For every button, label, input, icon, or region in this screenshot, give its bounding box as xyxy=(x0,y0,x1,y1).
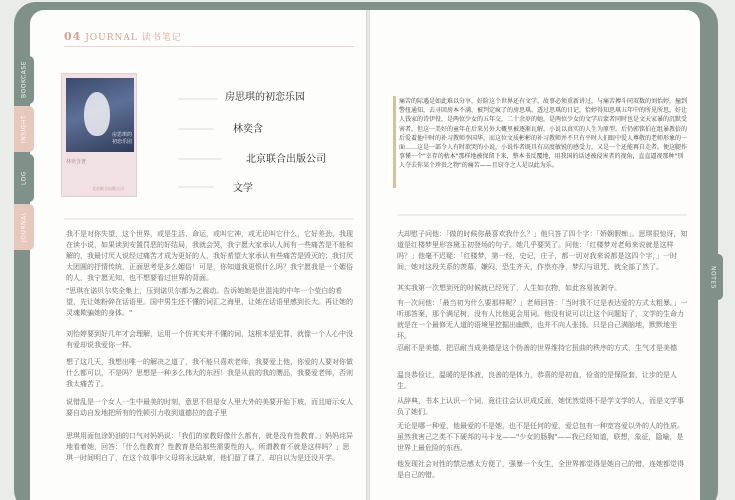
left-quote: 说错乱是一个女人一生中最美的时刻，意思不但是女人里大外的美要开始下坡，而且暗示女人要自动自发地把所有的性顿引力收到道德拉的盒子里 xyxy=(66,398,353,417)
faint-label xyxy=(178,186,214,188)
right-quote: 忍耐不是美德，把忍耐当成美德是这个伪善的世界维持它扭曲的秩序的方式，生气才是美德 xyxy=(397,344,677,352)
left-quote: 想了这几天，我想出唯一的解决之道了，我不能只喜欢老师，我要爱上他，你爱的人要对你做什么都可以，不是吗？思想是一种多么伟大的东西！我是从前的我的赝品，我要爱老师，否则我太痛苦了。 xyxy=(66,358,353,388)
faint-label xyxy=(178,158,222,160)
book-author: 林奕含 xyxy=(233,124,263,135)
cover-author: 林奕含著 xyxy=(66,159,87,165)
journal-title: JOURNAL 读书笔记 xyxy=(85,33,182,43)
tab-notes[interactable]: NOTES xyxy=(703,254,723,300)
book-title: 房思琪的初恋乐园 xyxy=(225,92,305,103)
tab-log[interactable]: LOG xyxy=(14,154,34,202)
right-quote: 其实我第一次想到死的时候就已经死了，人生如衣物，如此容易被剥夺。 xyxy=(397,284,621,292)
faint-label xyxy=(178,98,218,100)
cover-publisher: 北京联合出版公司 xyxy=(92,186,124,191)
left-quote: 我不是对你失望，这个世界，或是生活、命运，或叫它神，或无论叫它什么，它好差劲，我现在读小说，如果读到安置罚恶的好结局，我就会哭，我宁愿大家承认人间有一些痛苦是不能和解的，我最讨厌人说经过痛苦才成为更好的人，我好希望大家承认有些痛苦是毁灭的；我讨厌大团圆的抒情传统，正面思考是多么媚俗！可是，你知道我更恨什么吗？我宁愿我是一个媚俗的人，我宁愿无知，也不想要看过世界的背面。 xyxy=(66,230,353,282)
tab-insight[interactable]: INSIGHT xyxy=(14,106,34,152)
section-divider xyxy=(397,214,687,216)
right-quote: 大却慰子问他：「做的时候你最喜欢我什么？」他只答了四个字：「娇娴假痴」。思琪很惊讶，知道是红楼梦里形容黛玉初登场的句子。她几乎要哭了。问他：「红楼梦对老师来说就是这样吗？」他毫不迟疑：「红楼梦，第一经，史记，庄子，都一切对我来说都是这四个字，」一时间，她对这段关系的羡慕，嫌闷，恐生齐天，作祟亦净，梦幻与诅咒，就全部了然了。 xyxy=(397,230,688,271)
left-quote: 思琪用面包涂奶油的口气对妈妈说：「我们的家教好像什么都有，就是没有性教育。」妈妈诧异地看着她，回答：「什么性教育？性教育是给那些需要性的人。所谓教育不就是这样吗？」思琪一时间明白了，在这个故事中父母将永远缺席，他们留了课了，却自以为是还没开学。 xyxy=(66,432,353,462)
quote-bar xyxy=(393,96,396,188)
section-divider xyxy=(64,218,354,220)
left-quote: 刘怡婷要到好几年才会理解，运用一个仿其实并不懂的词，这根本是犯罪，就像一个人心中没有爱却说我爱你一样。 xyxy=(66,330,353,349)
right-quote: 有一次问他：「最当初为什么要那样呢？」老师回答：「当时我不过是表达爱的方式太粗暴。」一听那答案，那个满足树，没有人比他更会用词。他没有说可以让这个问题好了，文学的生命力就是在一个最修无人道的语境里挖掘出幽默，也并不向人张扬。只是自己满脑地，默默地坐坏。 xyxy=(397,299,688,340)
tab-journal[interactable]: JOURNAL xyxy=(14,204,34,250)
journal-number: 04 xyxy=(64,30,82,43)
right-quote: 他发现社会对性的禁忌感太方便了，强暴一个女生，全世界都觉得是她自己的错，连她都觉得是自己的错。 xyxy=(397,460,684,479)
book-cover-image xyxy=(61,73,137,197)
book-spine xyxy=(366,10,370,500)
book-category: 文学 xyxy=(233,183,253,194)
right-quote: 从辞典，书本上认识一个词，竟往往会认识成反面，她忧然觉得不是学文学的人，而是文学事负了她们。 xyxy=(397,397,684,416)
right-quote: 无论是哪一种爱，他最爱的不是她，也不是任何的爱，爱总包有一种宽容爱以外的人的性质。虽然我害己之类不下硬邦的马卡龙——"少女的肠胸"——我已经知道，联想，象征，隐喻，是世界上最危险的东西。 xyxy=(397,422,684,452)
header-divider xyxy=(64,46,354,47)
book-introduction: 痛苦的际遇是如此难以分享，好险这个世界还有文学。故事必须重新讲过，与痛苦搏斗同双数的刘怡婷，撞到警扭通知，去寻回房本不满、被判定疯了的房思琪。透过思琪的日记，恰婷得知思琪五年中的所见所思。好让人钱家的诗伊役，是两位少女的五年交，二十余岁的她，是两位少女的文学启蒙者同时也是文天家暴的沉默受害者。但这一美好的童年在后来另外大概里被逐渐瓦解，小说以真实的人生为原型。后仍郭铭伯在组暴教倍的后爱着他中时的补习教师李国华，而这位文质彬彬的补习教师并不只有平时人们眼中爱人尊敬的老师形象的一面……这是一部令人有时欲哭的小说，小说作者既具有高度敏锐的感受力，又是一个还能再自走者。便这腿作事懂一个"幸存的枯本"那样地被保留下来，整本书反覆地，用我国的话述被侵害者的视角，直直逼视那种"别人夺去你某个珍贵之物"的痛苦——且窃夺之人是以此为乐。 xyxy=(399,98,688,170)
cover-title: 房思琪的初恋乐园 xyxy=(112,132,133,145)
faint-label xyxy=(178,128,214,130)
right-quote: 温良恭俭让，温暖的是体液，良善的是体力，恭喜的是初血，俭省的是保险套，让步的是人生。 xyxy=(397,371,677,390)
left-quote: "思琪在诺贝尔奖全集上，压到诺贝尔都为之震动。告诉她她是世混沌的中年一个莹白的希望，先让她粉碎在话语里。国中男生还不懂的词汇之海里，让她在话语里感到长大。再让她的灵魂欺骗她的身体。" xyxy=(66,287,353,317)
journal-header xyxy=(64,30,182,43)
tab-bookcase[interactable]: BOOKCASE xyxy=(14,56,34,104)
book-publisher: 北京联合出版公司 xyxy=(246,154,326,165)
